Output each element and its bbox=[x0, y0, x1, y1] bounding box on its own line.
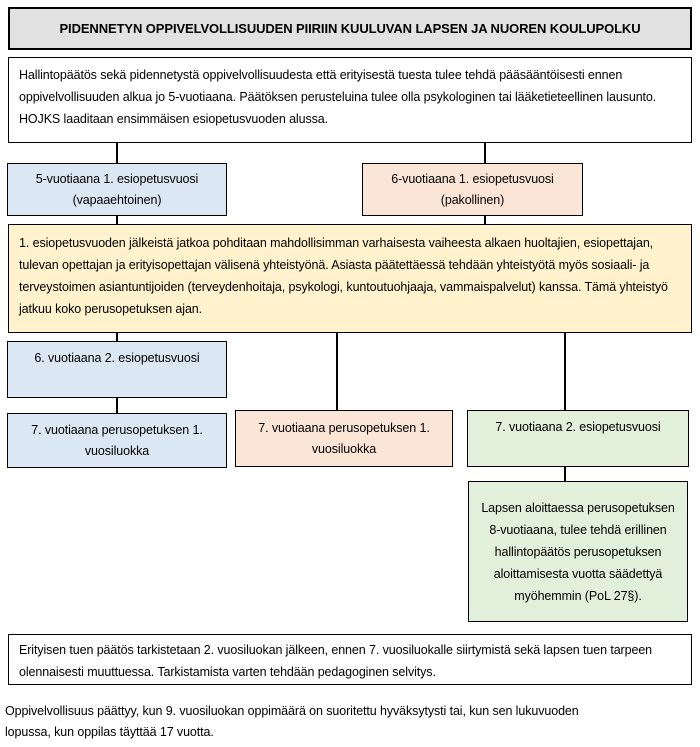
box-support-review: Erityisen tuen päätös tarkistetaan 2. vuosiluokan jälkeen, ennen 7. vuosiluokalle siirtymistä sekä lapsen tuen tarpeen olennaisesti muuttuessa. Tarkistamista varten tehdään pedagoginen selvitys. bbox=[8, 634, 692, 685]
connector-collaboration-to-basic-mid bbox=[336, 333, 338, 410]
box-late-start-decision: Lapsen aloittaessa perusopetuksen 8-vuotiaana, tulee tehdä erillinen hallintopäätös perusopetuksen aloittamisesta vuotta säädettyä myöhemmin (PoL 27§). bbox=[468, 481, 688, 622]
box-basic-education-mid: 7. vuotiaana perusopetuksen 1. vuosiluokka bbox=[235, 410, 453, 467]
box-basic-education-left: 7. vuotiaana perusopetuksen 1. vuosiluokka bbox=[7, 413, 227, 468]
connector-preschool7-to-late-start bbox=[564, 467, 566, 481]
box-preschool-age6: 6-vuotiaana 1. esiopetusvuosi (pakollinen) bbox=[362, 163, 583, 216]
connector-preschool6-to-collaboration bbox=[484, 216, 486, 224]
page-title: PIDENNETYN OPPIVELVOLLISUUDEN PIIRIIN KUULUVAN LAPSEN JA NUOREN KOULUPOLKU bbox=[8, 7, 692, 50]
box-preschool-age5: 5-vuotiaana 1. esiopetusvuosi (vapaaehtoinen) bbox=[7, 163, 227, 216]
connector-collaboration-to-second-preschool bbox=[116, 333, 118, 341]
connector-intro-to-preschool5 bbox=[116, 143, 118, 163]
intro-text-box: Hallintopäätös sekä pidennetystä oppivelvollisuudesta että erityisestä tuesta tulee tehdä pääsääntöisesti ennen oppivelvollisuuden alkua jo 5-vuotiaana. Päätöksen perusteluina tulee olla psykologinen tai lääketieteellinen lausunto. HOJKS laaditaan ensimmäisen esiopetusvuoden alussa. bbox=[8, 57, 692, 143]
connector-second-preschool-to-basic-left bbox=[116, 398, 118, 413]
connector-collaboration-to-preschool7 bbox=[564, 333, 566, 410]
footer-note: Oppivelvollisuus päättyy, kun 9. vuosiluokan oppimäärä on suoritettu hyväksytysti tai, kun sen lukuvuoden lopussa, kun oppilas täyttää 17 vuotta. bbox=[5, 704, 579, 739]
box-second-preschool-year: 6. vuotiaana 2. esiopetusvuosi bbox=[7, 341, 227, 398]
connector-preschool5-to-collaboration bbox=[116, 216, 118, 224]
box-second-preschool-age7: 7. vuotiaana 2. esiopetusvuosi bbox=[467, 410, 689, 467]
box-collaboration: 1. esiopetusvuoden jälkeistä jatkoa pohditaan mahdollisimman varhaisesta vaiheesta alkaen huoltajien, esiopettajan, tulevan opettajan ja erityisopettajan välisenä yhteistyönä. Asiasta päätettäessä tehdään yhteistyötä myös sosiaali- ja terveystoimen asiantuntijoiden (terveydenhoitaja, psykologi, kuntoutuohjaaja, vammaispalvelut) kanssa. Tämä yhteistyö jatkuu koko perusopetuksen ajan. bbox=[8, 224, 692, 333]
connector-intro-to-preschool6 bbox=[484, 143, 486, 163]
